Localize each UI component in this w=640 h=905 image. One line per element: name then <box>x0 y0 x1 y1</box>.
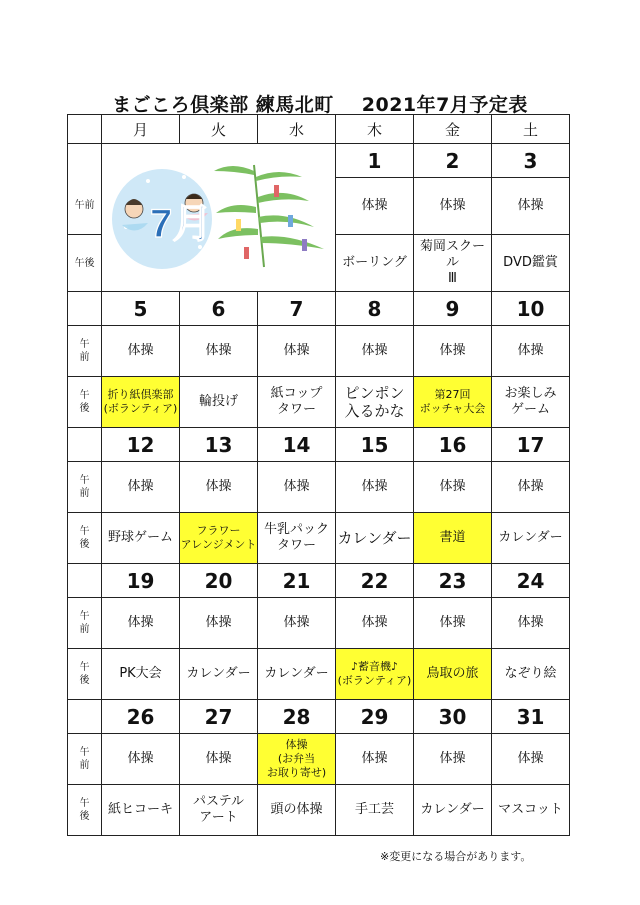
pm-activity-cell: カレンダー <box>258 649 336 700</box>
am-activity-cell: 体操 <box>102 462 180 513</box>
am-activity-cell: 体操 <box>180 462 258 513</box>
date-row-label-cell <box>68 700 102 734</box>
date-row-label-cell <box>68 564 102 598</box>
pm-activity-cell: 頭の体操 <box>258 785 336 836</box>
date-row <box>68 428 570 462</box>
pm-period-label: 午後 <box>68 235 102 292</box>
weekday-header: 火 <box>180 115 258 144</box>
am-activity-cell: 体操 <box>180 326 258 377</box>
page-title <box>0 90 640 117</box>
am-activity-cell: 体操 <box>180 734 258 785</box>
weekday-header: 金 <box>414 115 492 144</box>
pm-period-label: 午 後 <box>68 649 102 700</box>
tanabata-illustration-cell <box>102 144 336 292</box>
date-row-label-cell <box>68 428 102 462</box>
am-period-label: 午 前 <box>68 462 102 513</box>
date-cell: 23 <box>414 564 492 598</box>
pm-activity-cell: 紙ヒコーキ <box>102 785 180 836</box>
am-activity-cell: 体操 <box>102 598 180 649</box>
pm-row <box>68 377 570 428</box>
am-activity-cell: 体操 <box>336 326 414 377</box>
pm-activity-cell: マスコット <box>492 785 570 836</box>
date-row <box>68 564 570 598</box>
weekday-header: 木 <box>336 115 414 144</box>
date-cell: 13 <box>180 428 258 462</box>
pm-activity-cell: 菊岡スクール Ⅲ <box>414 235 492 292</box>
date-cell: 22 <box>336 564 414 598</box>
date-cell: 3 <box>492 144 570 178</box>
date-cell: 24 <box>492 564 570 598</box>
pm-activity-cell: 第27回 ボッチャ大会 <box>414 377 492 428</box>
am-activity-cell: 体操 <box>414 326 492 377</box>
date-cell: 12 <box>102 428 180 462</box>
pm-activity-cell: カレンダー <box>414 785 492 836</box>
pm-activity-cell: 牛乳パック タワー <box>258 513 336 564</box>
am-activity-cell: 体操 <box>414 178 492 235</box>
date-row-label-cell <box>68 292 102 326</box>
corner-cell <box>68 115 102 144</box>
am-row <box>68 462 570 513</box>
am-activity-cell: 体操 <box>258 598 336 649</box>
am-activity-cell: 体操 <box>258 462 336 513</box>
pm-activity-cell: ボーリング <box>336 235 414 292</box>
am-period-label: 午 前 <box>68 598 102 649</box>
pm-activity-cell: ♪蓄音機♪ (ボランティア) <box>336 649 414 700</box>
am-activity-cell: 体操 <box>414 598 492 649</box>
date-row <box>68 144 570 178</box>
date-cell: 5 <box>102 292 180 326</box>
am-activity-cell: 体操 <box>180 598 258 649</box>
am-row <box>68 734 570 785</box>
am-activity-cell: 体操 (お弁当 お取り寄せ) <box>258 734 336 785</box>
am-row <box>68 326 570 377</box>
pm-activity-cell: 書道 <box>414 513 492 564</box>
am-activity-cell: 体操 <box>414 462 492 513</box>
date-cell: 9 <box>414 292 492 326</box>
date-cell: 30 <box>414 700 492 734</box>
pm-period-label: 午 後 <box>68 785 102 836</box>
date-cell: 31 <box>492 700 570 734</box>
date-cell: 21 <box>258 564 336 598</box>
weekday-header: 水 <box>258 115 336 144</box>
am-activity-cell: 体操 <box>492 178 570 235</box>
weekday-header: 土 <box>492 115 570 144</box>
date-row <box>68 292 570 326</box>
pm-activity-cell: 紙コップ タワー <box>258 377 336 428</box>
am-activity-cell: 体操 <box>336 734 414 785</box>
pm-activity-cell: パステル アート <box>180 785 258 836</box>
weekday-header-row <box>68 115 570 144</box>
pm-activity-cell: 手工芸 <box>336 785 414 836</box>
am-activity-cell: 体操 <box>336 598 414 649</box>
weekday-header: 月 <box>102 115 180 144</box>
pm-activity-cell: カレンダー <box>180 649 258 700</box>
bamboo-icon <box>254 165 264 267</box>
date-row-label-cell <box>68 144 102 178</box>
am-activity-cell: 体操 <box>336 178 414 235</box>
am-activity-cell: 体操 <box>336 462 414 513</box>
date-cell: 7 <box>258 292 336 326</box>
pm-activity-cell: ピンポン 入るかな <box>336 377 414 428</box>
pm-activity-cell: PK大会 <box>102 649 180 700</box>
date-cell: 8 <box>336 292 414 326</box>
date-cell: 26 <box>102 700 180 734</box>
pm-activity-cell: 輪投げ <box>180 377 258 428</box>
am-activity-cell: 体操 <box>102 326 180 377</box>
date-cell: 15 <box>336 428 414 462</box>
pm-activity-cell: お楽しみ ゲーム <box>492 377 570 428</box>
date-cell: 2 <box>414 144 492 178</box>
pm-activity-cell: 野球ゲーム <box>102 513 180 564</box>
date-cell: 10 <box>492 292 570 326</box>
pm-row <box>68 513 570 564</box>
schedule-table <box>67 114 570 836</box>
date-cell: 6 <box>180 292 258 326</box>
am-period-label: 午 前 <box>68 734 102 785</box>
pm-activity-cell: 鳥取の旅 <box>414 649 492 700</box>
title-month: 2021年7月予定表 <box>361 94 528 116</box>
date-cell: 17 <box>492 428 570 462</box>
am-period-label: 午 前 <box>68 326 102 377</box>
am-activity-cell: 体操 <box>492 326 570 377</box>
am-activity-cell: 体操 <box>492 462 570 513</box>
am-activity-cell: 体操 <box>258 326 336 377</box>
pm-activity-cell: DVD鑑賞 <box>492 235 570 292</box>
pm-activity-cell: フラワー アレンジメント <box>180 513 258 564</box>
title-facility: まごころ倶楽部 練馬北町 <box>112 94 334 116</box>
date-cell: 19 <box>102 564 180 598</box>
date-cell: 14 <box>258 428 336 462</box>
pm-period-label: 午 後 <box>68 377 102 428</box>
date-cell: 27 <box>180 700 258 734</box>
am-activity-cell: 体操 <box>492 734 570 785</box>
pm-period-label: 午 後 <box>68 513 102 564</box>
pm-activity-cell: 折り紙倶楽部 (ボランティア) <box>102 377 180 428</box>
tanabata-illustration <box>104 157 334 273</box>
date-row <box>68 700 570 734</box>
am-row <box>68 598 570 649</box>
date-cell: 28 <box>258 700 336 734</box>
pm-row <box>68 649 570 700</box>
date-cell: 1 <box>336 144 414 178</box>
pm-activity-cell: カレンダー <box>336 513 414 564</box>
date-cell: 29 <box>336 700 414 734</box>
am-activity-cell: 体操 <box>414 734 492 785</box>
am-period-label: 午前 <box>68 178 102 235</box>
change-notice: ※変更になる場合があります。 <box>380 850 532 863</box>
am-activity-cell: 体操 <box>492 598 570 649</box>
date-cell: 20 <box>180 564 258 598</box>
pm-activity-cell: カレンダー <box>492 513 570 564</box>
date-cell: 16 <box>414 428 492 462</box>
pm-row <box>68 785 570 836</box>
am-activity-cell: 体操 <box>102 734 180 785</box>
pm-activity-cell: なぞり絵 <box>492 649 570 700</box>
badge-text: 7月 <box>149 202 212 246</box>
